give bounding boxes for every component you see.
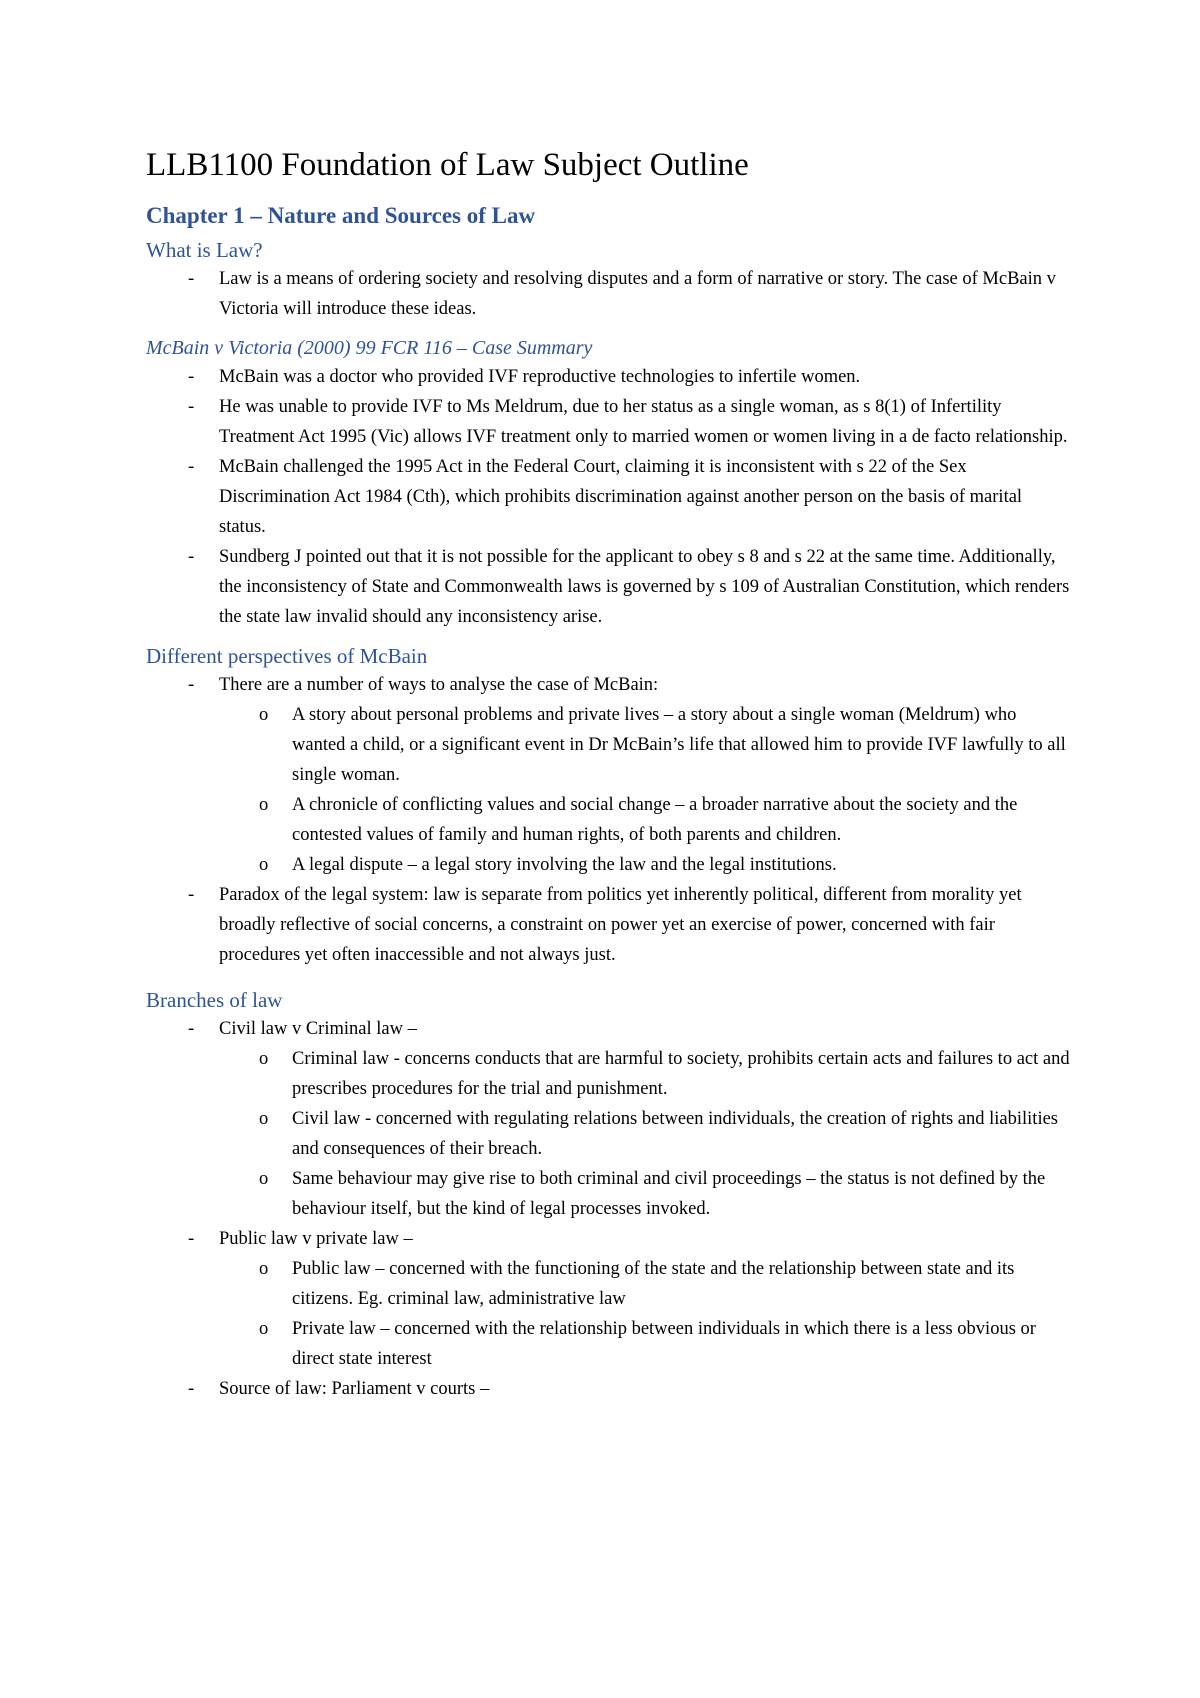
circle-bullet: o — [259, 1259, 269, 1279]
circle-bullet: o — [259, 795, 269, 815]
sub-list-item: o A legal dispute – a legal story involving the law and the legal institutions. — [292, 850, 1070, 880]
dash-bullet: - — [188, 1379, 195, 1399]
dash-bullet: - — [188, 367, 195, 387]
list-item: - Public law v private law – o Public law – concerned with the functioning of the state and the relationship between state and its citizens. Eg. criminal law, administrative law o Private law – concerned with the relationship between individuals in which there is a less obvious or direct state interest — [146, 1224, 1070, 1374]
sub-list-item: o Public law – concerned with the functioning of the state and the relationship between state and its citizens. Eg. criminal law, administrative law — [292, 1254, 1070, 1314]
dash-bullet: - — [188, 269, 195, 289]
list-item: - Civil law v Criminal law – o Criminal law - concerns conducts that are harmful to society, prohibits certain acts and failures to act and prescribes procedures for the trial and punishment. o Civil law - concerned with regulating relations between individuals, the creation of rights and liabilities and consequences of their breach. o Same behaviour may give rise to both criminal and civil proceedings – the status is not defined by the behaviour itself, but the kind of legal processes invoked. — [146, 1014, 1070, 1224]
section-heading-perspectives: Different perspectives of McBain — [146, 644, 428, 668]
circle-bullet: o — [259, 855, 269, 875]
dash-bullet: - — [188, 885, 195, 905]
dash-bullet: - — [188, 397, 195, 417]
sub-list-item: o Criminal law - concerns conducts that are harmful to society, prohibits certain acts and failures to act and prescribes procedures for the trial and punishment. — [292, 1044, 1070, 1104]
list-item: - He was unable to provide IVF to Ms Meldrum, due to her status as a single woman, as s 8(1) of Infertility Treatment Act 1995 (Vic) allows IVF treatment only to married women or women living in a de facto relationship. — [146, 392, 1070, 452]
chapter-heading: Chapter 1 – Nature and Sources of Law — [146, 203, 536, 228]
perspectives-list — [146, 670, 1070, 970]
dash-bullet: - — [188, 1019, 195, 1039]
section-heading-case-summary: McBain v Victoria (2000) 99 FCR 116 – Case Summary — [146, 337, 593, 359]
circle-bullet: o — [259, 1169, 269, 1189]
what-is-law-list — [146, 264, 1070, 324]
sub-list-item: o A chronicle of conflicting values and social change – a broader narrative about the society and the contested values of family and human rights, of both parents and children. — [292, 790, 1070, 850]
sub-list-item: o Private law – concerned with the relationship between individuals in which there is a less obvious or direct state interest — [292, 1314, 1070, 1374]
dash-bullet: - — [188, 675, 195, 695]
list-item: - McBain was a doctor who provided IVF reproductive technologies to infertile women. — [146, 362, 1070, 392]
dash-bullet: - — [188, 1229, 195, 1249]
civil-criminal-sublist — [219, 1044, 1070, 1224]
section-heading-branches: Branches of law — [146, 988, 283, 1012]
circle-bullet: o — [259, 705, 269, 725]
sub-list-item: o Same behaviour may give rise to both criminal and civil proceedings – the status is not defined by the behaviour itself, but the kind of legal processes invoked. — [292, 1164, 1070, 1224]
document-title: LLB1100 Foundation of Law Subject Outline — [146, 147, 749, 183]
list-item: - McBain challenged the 1995 Act in the Federal Court, claiming it is inconsistent with s 22 of the Sex Discrimination Act 1984 (Cth), which prohibits discrimination against another person on the basis of marital status. — [146, 452, 1070, 542]
list-item: - There are a number of ways to analyse the case of McBain: o A story about personal problems and private lives – a story about a single woman (Meldrum) who wanted a child, or a significant event in Dr McBain’s life that allowed him to provide IVF lawfully to all single woman. o A chronicle of conflicting values and social change – a broader narrative about the society and the contested values of family and human rights, of both parents and children. o A legal dispute – a legal story involving the law and the legal institutions. — [146, 670, 1070, 880]
sub-list-item: o A story about personal problems and private lives – a story about a single woman (Meldrum) who wanted a child, or a significant event in Dr McBain’s life that allowed him to provide IVF lawfully to all single woman. — [292, 700, 1070, 790]
list-item: - Sundberg J pointed out that it is not possible for the applicant to obey s 8 and s 22 at the same time. Additionally, the inconsistency of State and Commonwealth laws is governed by s 109 of Australian Constitution, which renders the state law invalid should any inconsistency arise. — [146, 542, 1070, 632]
list-item: - Law is a means of ordering society and resolving disputes and a form of narrative or story. The case of McBain v Victoria will introduce these ideas. — [146, 264, 1070, 324]
circle-bullet: o — [259, 1049, 269, 1069]
case-summary-list — [146, 362, 1070, 632]
public-private-sublist — [219, 1254, 1070, 1374]
list-item: - Source of law: Parliament v courts – — [146, 1374, 1070, 1404]
circle-bullet: o — [259, 1319, 269, 1339]
branches-list — [146, 1014, 1070, 1404]
perspectives-sublist — [219, 700, 1070, 880]
dash-bullet: - — [188, 457, 195, 477]
sub-list-item: o Civil law - concerned with regulating relations between individuals, the creation of rights and liabilities and consequences of their breach. — [292, 1104, 1070, 1164]
section-heading-what-is-law: What is Law? — [146, 238, 263, 262]
dash-bullet: - — [188, 547, 195, 567]
list-item: - Paradox of the legal system: law is separate from politics yet inherently political, different from morality yet broadly reflective of social concerns, a constraint on power yet an exercise of power, concerned with fair procedures yet often inaccessible and not always just. — [146, 880, 1070, 970]
circle-bullet: o — [259, 1109, 269, 1129]
